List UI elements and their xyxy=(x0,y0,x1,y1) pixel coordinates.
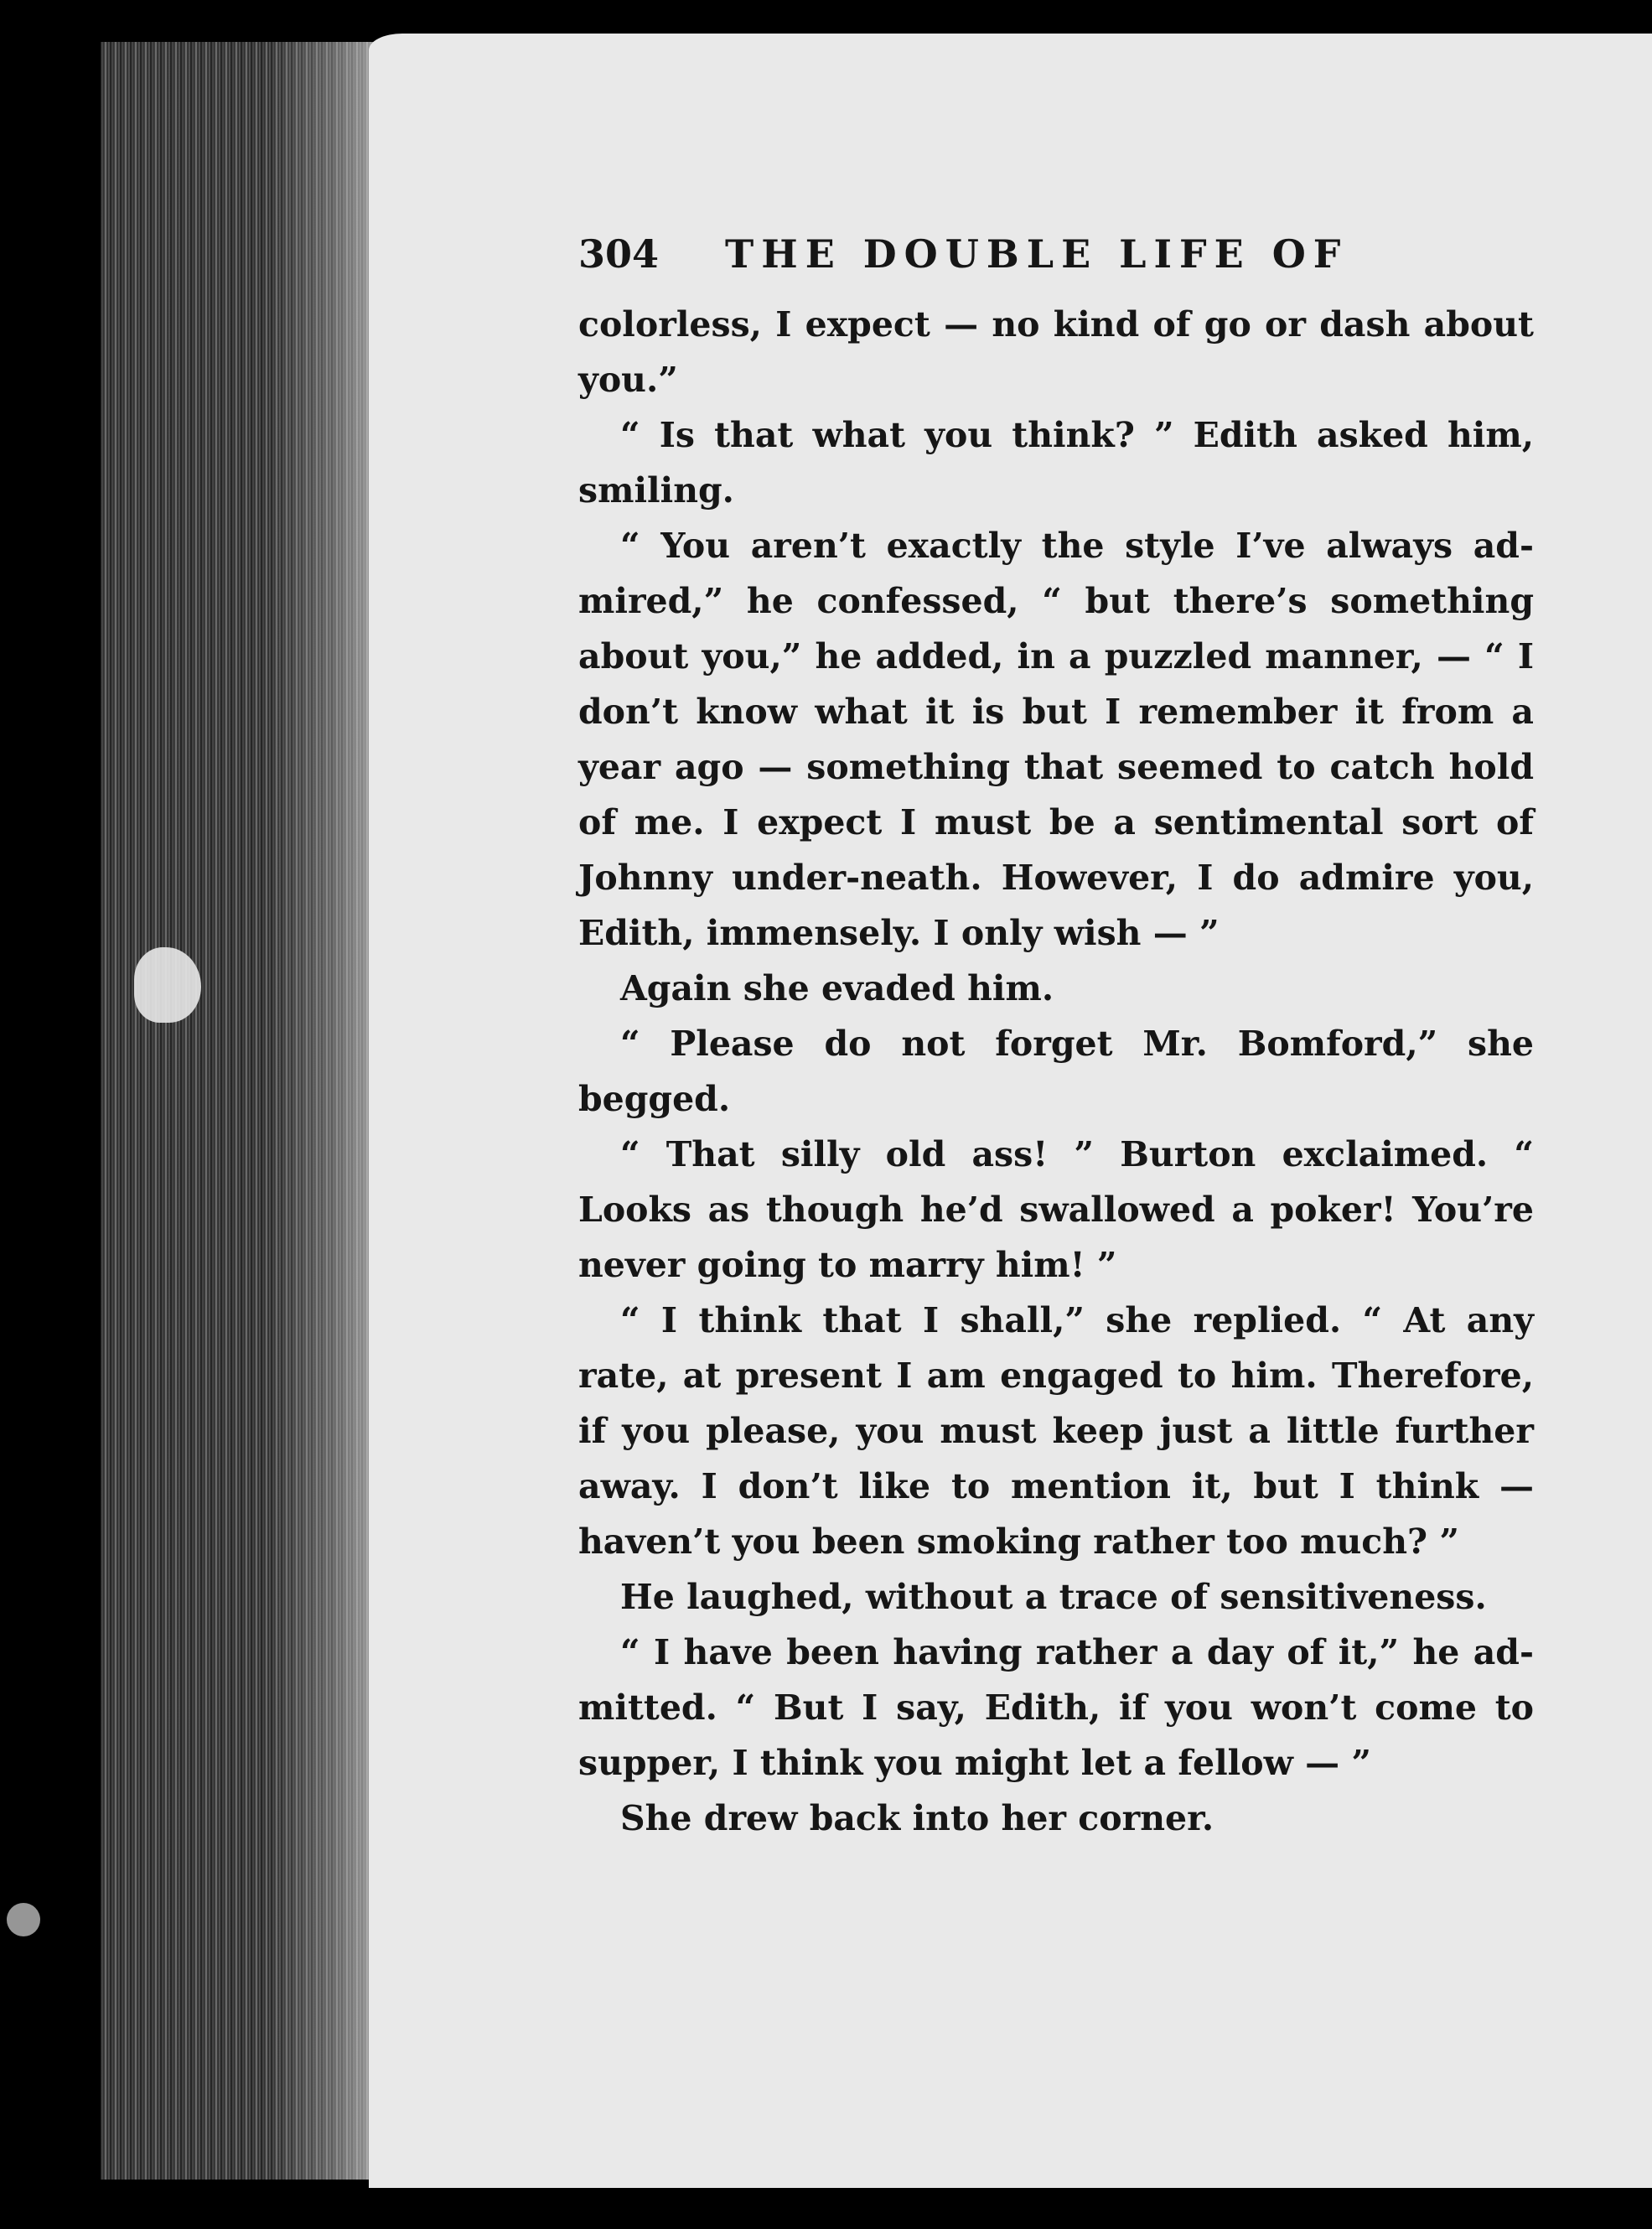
running-title: THE DOUBLE LIFE OF xyxy=(725,231,1349,277)
paragraph: “ Please do not forget Mr. Bomford,” she begged. xyxy=(578,1024,1534,1119)
paragraph: “ I have been having rather a day of it,” he ad-mitted. “ But I say, Edith, if you won’t come to supper, I think you might let a fellow — ” xyxy=(578,1632,1534,1783)
paragraph: “ I think that I shall,” she replied. “ At any rate, at present I am engaged to him. Therefore, if you please, you must keep just a little further away. I don’t like to mention it, but I think — haven’t you been smoking rather too much? ” xyxy=(578,1300,1534,1562)
paper-stain xyxy=(134,947,201,1023)
running-head xyxy=(578,226,1534,297)
paragraph: “ Is that what you think? ” Edith asked him, smiling. xyxy=(578,415,1534,511)
paragraph: “ That silly old ass! ” Burton exclaimed. “ Looks as though he’d swallowed a poker! You’re never going to marry him! ” xyxy=(578,1134,1534,1285)
paragraph: Again she evaded him. xyxy=(620,968,1054,1008)
page-edge-shadow xyxy=(268,42,377,2180)
paragraph: She drew back into her corner. xyxy=(620,1798,1214,1838)
scan-speck xyxy=(7,1903,40,1936)
page-number: 304 xyxy=(578,231,660,277)
paragraph: colorless, I expect — no kind of go or dash about you.” xyxy=(578,304,1534,400)
page-text-block xyxy=(578,226,1534,1846)
paragraph: “ You aren’t exactly the style I’ve always ad-mired,” he confessed, “ but there’s something about you,” he added, in a puzzled manner, — “ I don’t know what it is but I remember it from a year ago — something that seemed to catch hold of me. I expect I must be a sentimental sort of Johnny under-neath. However, I do admire you, Edith, immensely. I only wish — ” xyxy=(578,526,1534,953)
body-text xyxy=(578,297,1534,1846)
paragraph: He laughed, without a trace of sensitiveness. xyxy=(620,1577,1487,1617)
book-page xyxy=(369,34,1652,2188)
